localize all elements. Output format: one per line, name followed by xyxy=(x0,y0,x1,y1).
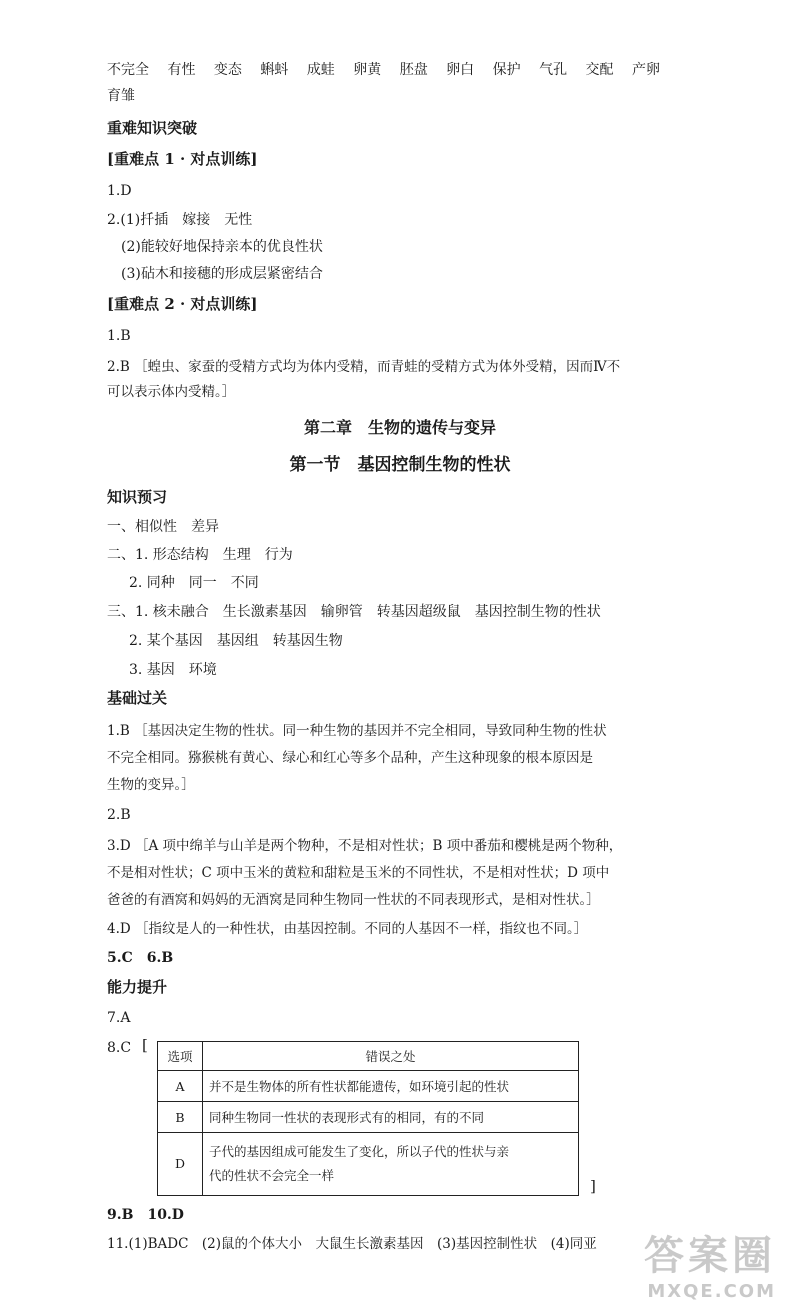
section-title: 第一节 基因控制生物的性状 xyxy=(289,455,511,475)
answer-line: 3.D ［A 项中绵羊与山羊是两个物种，不是相对性状；B 项中番茄和樱桃是两个物种， xyxy=(107,838,623,854)
answer-line: 7.A xyxy=(107,1010,131,1026)
table-row xyxy=(158,1133,579,1196)
answer-line: 2.B xyxy=(107,807,131,823)
answer-line: 生物的变异。］ xyxy=(107,777,195,793)
table-header-row xyxy=(158,1042,579,1071)
table-cell: B xyxy=(158,1102,203,1133)
answer-line: 11.(1)BADC (2)鼠的个体大小 大鼠生长激素基因 (3)基因控制性状 (4)同亚 xyxy=(107,1236,597,1252)
watermark-url: MXQE.COM xyxy=(647,1281,776,1302)
answer-line: 爸爸的有酒窝和妈妈的无酒窝是同种生物同一性状的不同表现形式，是相对性状。］ xyxy=(107,892,600,908)
answer-line: 二、1. 形态结构 生理 行为 xyxy=(107,547,293,563)
table-cell: A xyxy=(158,1071,203,1102)
answer-line: 不完全相同。猕猴桃有黄心、绿心和红心等多个品种，产生这种现象的根本原因是 xyxy=(107,750,593,766)
answer-line: 2.B ［蝗虫、家蚕的受精方式均为体内受精，而青蛙的受精方式为体外受精，因而Ⅳ不 xyxy=(107,359,621,375)
answer-line: 三、1. 核未融合 生长激素基因 输卵管 转基因超级鼠 基因控制生物的性状 xyxy=(107,604,601,620)
answer-line: 9.B 10.D xyxy=(107,1207,184,1223)
answer-line: 8.C xyxy=(107,1040,132,1056)
answer-line: 2. 同种 同一 不同 xyxy=(129,575,259,591)
answer-line: (3)砧木和接穗的形成层紧密结合 xyxy=(121,266,323,282)
bracket-open: [ xyxy=(142,1036,148,1054)
top-answer-word-cont: 育雏 xyxy=(107,88,135,104)
table-cell-line: 子代的基因组成可能发生了变化，所以子代的性状与亲 xyxy=(209,1144,510,1159)
answer-line: 1.D xyxy=(107,183,132,199)
section-heading: 知识预习 xyxy=(107,488,168,506)
table-cell: 同种生物同一性状的表现形式有的相同，有的不同 xyxy=(203,1102,579,1133)
answer-line: 不是相对性状；C 项中玉米的黄粒和甜粒是玉米的不同性状，不是相对性状；D 项中 xyxy=(107,865,610,881)
answer-line: 4.D ［指纹是人的一种性状，由基因控制。不同的人基因不一样，指纹也不同。］ xyxy=(107,921,588,937)
word: 产卵 xyxy=(631,62,660,78)
word: 不完全 xyxy=(107,62,149,78)
word: 胚盘 xyxy=(399,62,428,78)
table-cell: 并不是生物体的所有性状都能遗传，如环境引起的性状 xyxy=(203,1071,579,1102)
table-cell: D xyxy=(158,1133,203,1196)
section-heading: 重难知识突破 xyxy=(107,119,198,137)
table-row xyxy=(158,1071,579,1102)
word: 蝌蚪 xyxy=(260,62,289,78)
watermark-logo xyxy=(644,1224,776,1302)
answer-line: 3. 基因 环境 xyxy=(129,662,217,678)
table-header-cell: 选项 xyxy=(158,1042,203,1071)
word: 卵白 xyxy=(446,62,475,78)
word: 气孔 xyxy=(539,62,568,78)
answer-line: 1.B xyxy=(107,328,131,344)
answer-line: 5.C 6.B xyxy=(107,950,174,966)
word: 成蛙 xyxy=(306,62,335,78)
table-cell-line: 代的性状不会完全一样 xyxy=(209,1168,335,1183)
top-answer-words xyxy=(107,60,660,80)
bracket-close: ] xyxy=(590,1177,596,1195)
table-row xyxy=(158,1102,579,1133)
word: 变态 xyxy=(213,62,242,78)
watermark-text: 答案圈 xyxy=(644,1233,776,1279)
chapter-title: 第二章 生物的遗传与变异 xyxy=(303,418,496,437)
subsection-heading: [重难点 1 · 对点训练] xyxy=(107,150,258,168)
word: 保护 xyxy=(492,62,521,78)
table-cell xyxy=(203,1133,579,1196)
table-header-cell: 错误之处 xyxy=(203,1042,579,1071)
word: 有性 xyxy=(167,62,196,78)
answer-line: 2.(1)扦插 嫁接 无性 xyxy=(107,212,253,228)
word: 卵黄 xyxy=(353,62,382,78)
answer-line: 2. 某个基因 基因组 转基因生物 xyxy=(129,633,343,649)
error-table xyxy=(157,1041,579,1196)
subsection-heading: [重难点 2 · 对点训练] xyxy=(107,295,258,313)
answer-line: (2)能较好地保持亲本的优良性状 xyxy=(121,239,323,255)
answer-line: 1.B ［基因决定生物的性状。同一种生物的基因并不完全相同，导致同种生物的性状 xyxy=(107,723,607,739)
section-heading: 能力提升 xyxy=(107,978,168,996)
answer-line: 一、相似性 差异 xyxy=(107,519,219,535)
section-heading: 基础过关 xyxy=(107,689,168,707)
word: 交配 xyxy=(585,62,614,78)
answer-line: 可以表示体内受精。］ xyxy=(107,384,236,400)
